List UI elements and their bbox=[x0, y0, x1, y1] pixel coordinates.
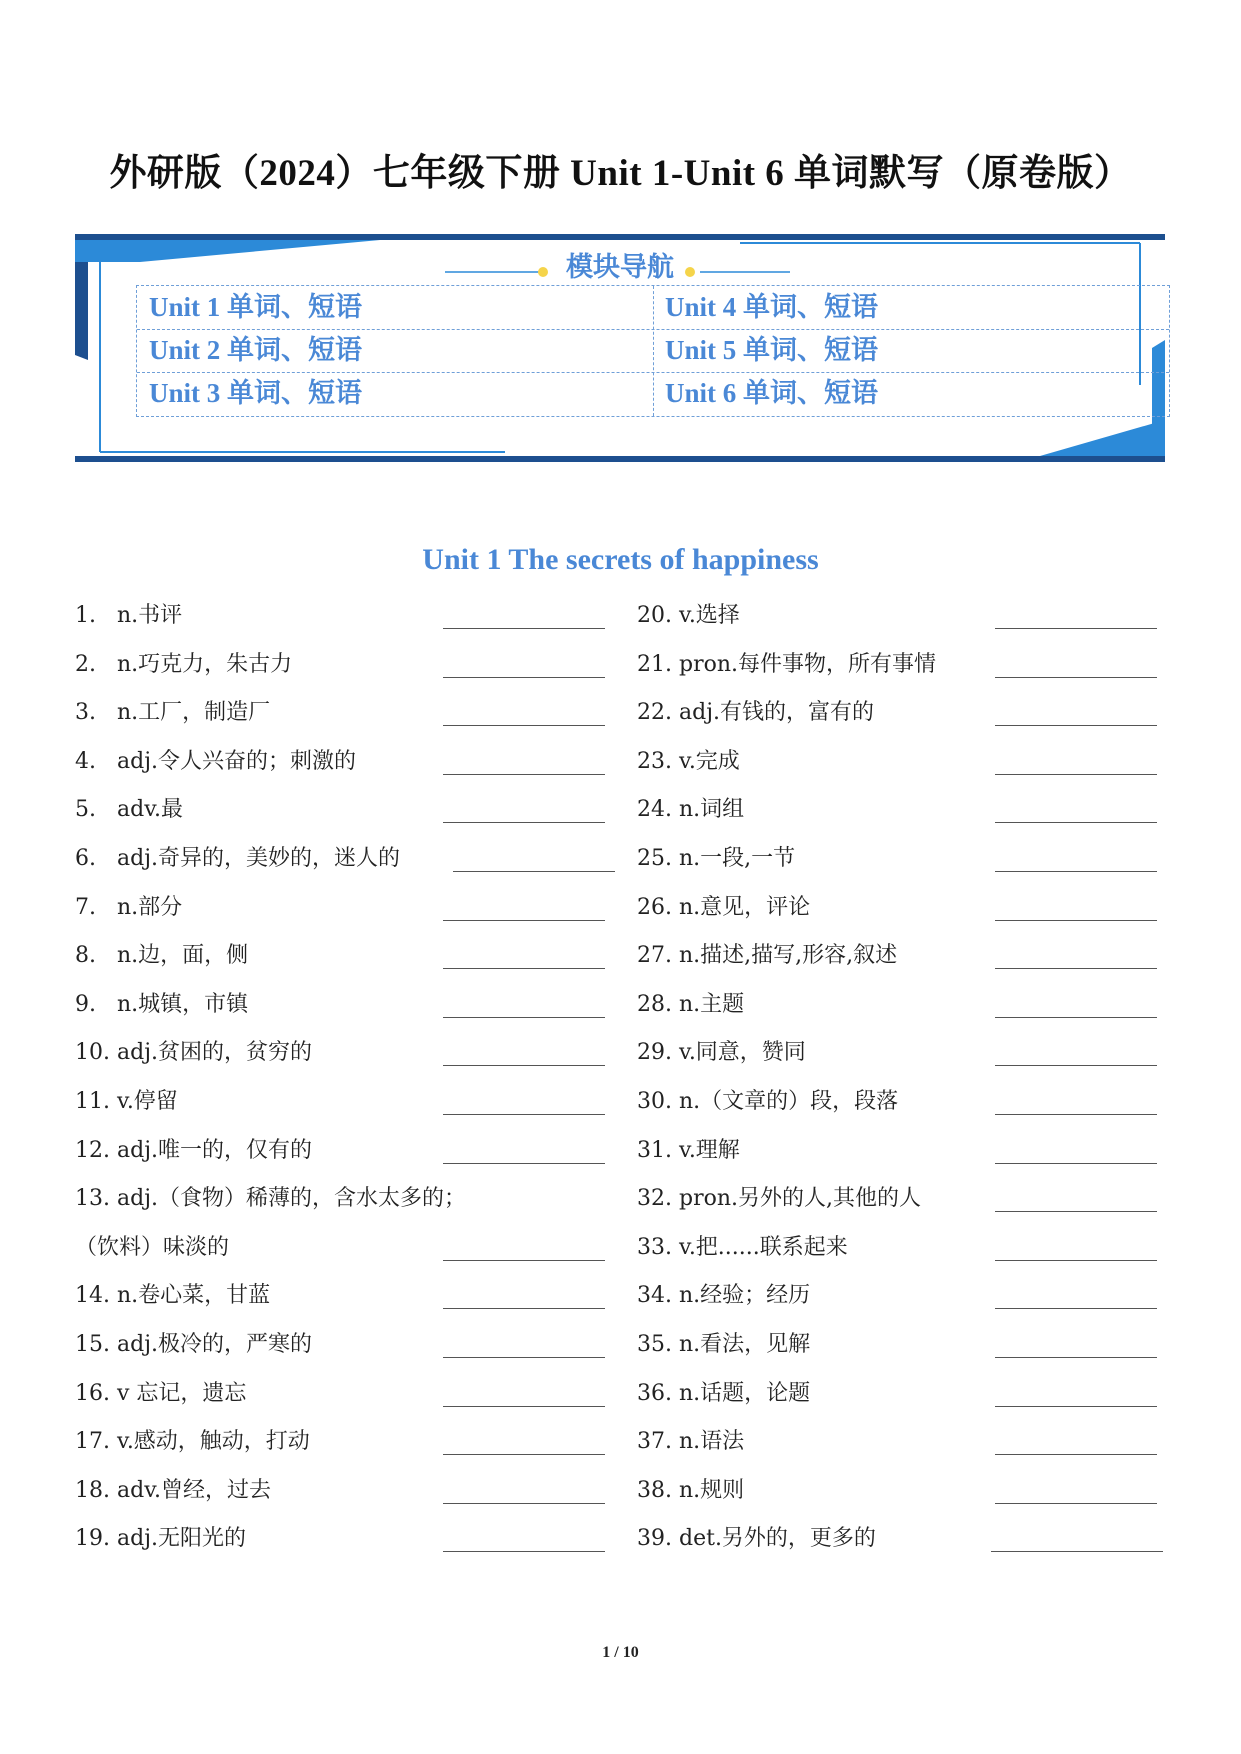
item-definition: adj.贫困的，贫穷的 bbox=[117, 1040, 313, 1066]
item-number: 1. bbox=[75, 603, 96, 628]
item-number: 29. bbox=[637, 1040, 672, 1066]
list-item bbox=[637, 1519, 1157, 1568]
list-item bbox=[75, 936, 595, 985]
item-definition: adj.令人兴奋的；刺激的 bbox=[117, 748, 357, 774]
item-definition: pron.每件事物，所有事情 bbox=[679, 651, 937, 677]
item-number: 24. bbox=[637, 797, 672, 823]
item-definition: adj.唯一的，仅有的 bbox=[117, 1137, 313, 1163]
item-number: 27. bbox=[637, 943, 672, 969]
item-number: 35. bbox=[637, 1331, 672, 1357]
item-definition: n.工厂，制造厂 bbox=[117, 700, 271, 726]
list-item bbox=[637, 1471, 1157, 1520]
item-number: 2. bbox=[75, 651, 96, 677]
item-definition: n.描述,描写,形容,叙述 bbox=[679, 943, 898, 969]
nav-link-unit-3[interactable]: Unit 3 单词、短语 bbox=[149, 378, 363, 408]
list-item bbox=[75, 1519, 595, 1568]
answer-blank[interactable] bbox=[443, 822, 605, 823]
nav-link-unit-4[interactable]: Unit 4 单词、短语 bbox=[665, 292, 879, 322]
item-number: 6. bbox=[75, 845, 96, 871]
item-number: 16. bbox=[75, 1380, 110, 1406]
item-definition: n.规则 bbox=[679, 1477, 745, 1503]
answer-blank[interactable] bbox=[443, 725, 605, 726]
item-number: 17. bbox=[75, 1429, 110, 1455]
list-item bbox=[637, 985, 1157, 1034]
item-definition: v.理解 bbox=[679, 1137, 740, 1163]
nav-link-unit-6[interactable]: Unit 6 单词、短语 bbox=[665, 378, 879, 408]
nav-grid bbox=[136, 285, 1170, 417]
item-definition-continued: （饮料）味淡的 bbox=[75, 1234, 230, 1260]
list-item bbox=[75, 839, 595, 888]
answer-blank[interactable] bbox=[443, 1260, 605, 1261]
item-number: 15. bbox=[75, 1331, 110, 1357]
list-item bbox=[75, 596, 595, 645]
list-item bbox=[637, 1131, 1157, 1180]
answer-blank[interactable] bbox=[453, 871, 615, 872]
item-definition: v.同意，赞同 bbox=[679, 1040, 806, 1066]
document-title: 外研版（2024）七年级下册 Unit 1-Unit 6 单词默写（原卷版） bbox=[109, 153, 1132, 194]
answer-blank[interactable] bbox=[995, 774, 1157, 775]
item-number: 13. bbox=[75, 1186, 110, 1212]
list-item bbox=[637, 1422, 1157, 1471]
item-definition: n.部分 bbox=[117, 894, 183, 920]
answer-blank[interactable] bbox=[995, 677, 1157, 678]
list-item bbox=[637, 596, 1157, 645]
item-number: 39. bbox=[637, 1526, 672, 1552]
item-number: 19. bbox=[75, 1526, 110, 1552]
item-number: 26. bbox=[637, 894, 672, 920]
item-definition: n.经验；经历 bbox=[679, 1283, 811, 1309]
answer-blank[interactable] bbox=[995, 1163, 1157, 1164]
item-number: 12. bbox=[75, 1137, 110, 1163]
item-definition: n.巧克力，朱古力 bbox=[117, 651, 293, 677]
list-item bbox=[75, 985, 595, 1034]
item-number: 7. bbox=[75, 894, 96, 920]
item-number: 22. bbox=[637, 700, 672, 726]
item-definition: n.卷心菜，甘蓝 bbox=[117, 1283, 271, 1309]
answer-blank[interactable] bbox=[995, 1308, 1157, 1309]
item-definition: v.把......联系起来 bbox=[679, 1234, 848, 1260]
list-item bbox=[637, 645, 1157, 694]
answer-blank[interactable] bbox=[443, 1017, 605, 1018]
item-number: 10. bbox=[75, 1040, 110, 1066]
answer-blank[interactable] bbox=[995, 968, 1157, 969]
answer-blank[interactable] bbox=[443, 1357, 605, 1358]
answer-blank[interactable] bbox=[995, 1406, 1157, 1407]
item-definition: adj.无阳光的 bbox=[117, 1526, 247, 1552]
page-number: 1 / 10 bbox=[602, 1644, 639, 1661]
list-item bbox=[75, 1422, 595, 1471]
list-item bbox=[637, 1033, 1157, 1082]
nav-link-unit-1[interactable]: Unit 1 单词、短语 bbox=[149, 292, 363, 322]
answer-blank[interactable] bbox=[995, 1065, 1157, 1066]
answer-blank[interactable] bbox=[443, 920, 605, 921]
answer-blank[interactable] bbox=[995, 822, 1157, 823]
item-number: 14. bbox=[75, 1283, 110, 1309]
answer-blank[interactable] bbox=[995, 628, 1157, 629]
answer-blank[interactable] bbox=[443, 1163, 605, 1164]
item-definition: n.一段,一节 bbox=[679, 845, 796, 871]
answer-blank[interactable] bbox=[995, 725, 1157, 726]
nav-heading: 模块导航 bbox=[566, 252, 674, 283]
list-item bbox=[637, 1374, 1157, 1423]
item-definition: adv.曾经，过去 bbox=[117, 1477, 272, 1503]
list-item bbox=[637, 693, 1157, 742]
item-definition: v 忘记，遗忘 bbox=[117, 1380, 247, 1406]
list-item bbox=[637, 1228, 1157, 1277]
item-number: 31. bbox=[637, 1137, 672, 1163]
item-number: 9. bbox=[75, 991, 96, 1017]
item-definition: adj.（食物）稀薄的，含水太多的； bbox=[117, 1186, 467, 1212]
item-definition: n.主题 bbox=[679, 991, 745, 1017]
list-item bbox=[637, 1276, 1157, 1325]
item-number: 37. bbox=[637, 1429, 672, 1455]
module-navigation bbox=[0, 0, 1241, 480]
answer-blank[interactable] bbox=[443, 968, 605, 969]
list-item bbox=[637, 742, 1157, 791]
answer-blank[interactable] bbox=[995, 920, 1157, 921]
list-item bbox=[75, 1374, 595, 1423]
item-definition: v.选择 bbox=[679, 603, 740, 628]
item-number: 4. bbox=[75, 748, 96, 774]
answer-blank[interactable] bbox=[443, 774, 605, 775]
item-definition: v.感动，触动，打动 bbox=[117, 1429, 310, 1455]
answer-blank[interactable] bbox=[995, 1211, 1157, 1212]
item-definition: pron.另外的人,其他的人 bbox=[679, 1186, 922, 1212]
item-definition: adj.极冷的，严寒的 bbox=[117, 1331, 313, 1357]
answer-blank[interactable] bbox=[443, 1308, 605, 1309]
item-number: 18. bbox=[75, 1477, 110, 1503]
item-definition: n.话题，论题 bbox=[679, 1380, 811, 1406]
item-definition: n.城镇，市镇 bbox=[117, 991, 249, 1017]
item-number: 34. bbox=[637, 1283, 672, 1309]
answer-blank[interactable] bbox=[995, 1260, 1157, 1261]
item-definition: n.意见，评论 bbox=[679, 894, 811, 920]
item-number: 11. bbox=[75, 1088, 110, 1114]
list-item bbox=[637, 936, 1157, 985]
list-item bbox=[75, 888, 595, 937]
list-item bbox=[75, 790, 595, 839]
list-item bbox=[75, 1179, 595, 1228]
list-item bbox=[75, 645, 595, 694]
item-definition: v.完成 bbox=[679, 748, 740, 774]
list-item bbox=[75, 1276, 595, 1325]
item-definition: adj.有钱的，富有的 bbox=[679, 700, 875, 726]
item-definition: det.另外的，更多的 bbox=[679, 1526, 876, 1552]
item-number: 5. bbox=[75, 797, 96, 823]
list-item bbox=[75, 742, 595, 791]
item-definition: n.词组 bbox=[679, 797, 745, 823]
item-definition: v.停留 bbox=[117, 1088, 178, 1114]
item-number: 3. bbox=[75, 700, 96, 726]
unit-heading: Unit 1 The secrets of happiness bbox=[422, 543, 819, 576]
answer-blank[interactable] bbox=[443, 1551, 605, 1552]
list-item bbox=[637, 1082, 1157, 1131]
item-definition: adv.最 bbox=[117, 797, 184, 823]
list-item bbox=[75, 1228, 595, 1277]
answer-blank[interactable] bbox=[443, 677, 605, 678]
item-number: 33. bbox=[637, 1234, 672, 1260]
word-list-right bbox=[637, 596, 1157, 1568]
answer-blank[interactable] bbox=[995, 1017, 1157, 1018]
item-definition: n.语法 bbox=[679, 1429, 745, 1455]
list-item bbox=[637, 1325, 1157, 1374]
list-item bbox=[637, 1179, 1157, 1228]
item-number: 25. bbox=[637, 845, 672, 871]
answer-blank[interactable] bbox=[443, 1454, 605, 1455]
answer-blank[interactable] bbox=[443, 1406, 605, 1407]
list-item bbox=[75, 1082, 595, 1131]
item-number: 23. bbox=[637, 748, 672, 774]
list-item bbox=[637, 888, 1157, 937]
answer-blank[interactable] bbox=[995, 1114, 1157, 1115]
list-item bbox=[75, 1471, 595, 1520]
item-number: 38. bbox=[637, 1477, 672, 1503]
answer-blank[interactable] bbox=[991, 1551, 1163, 1552]
word-list-left bbox=[75, 596, 595, 1568]
answer-blank[interactable] bbox=[995, 1503, 1157, 1504]
item-number: 28. bbox=[637, 991, 672, 1017]
answer-blank[interactable] bbox=[443, 1503, 605, 1504]
item-number: 20. bbox=[637, 603, 672, 628]
item-number: 30. bbox=[637, 1088, 672, 1114]
item-definition: n.（文章的）段，段落 bbox=[679, 1088, 899, 1114]
item-number: 21. bbox=[637, 651, 672, 677]
answer-blank[interactable] bbox=[443, 628, 605, 629]
item-number: 8. bbox=[75, 943, 96, 969]
item-number: 32. bbox=[637, 1186, 672, 1212]
list-item bbox=[75, 1131, 595, 1180]
item-number: 36. bbox=[637, 1380, 672, 1406]
answer-blank[interactable] bbox=[443, 1114, 605, 1115]
item-definition: n.边，面，侧 bbox=[117, 943, 249, 969]
list-item bbox=[75, 1033, 595, 1082]
item-definition: n.看法，见解 bbox=[679, 1331, 811, 1357]
nav-link-unit-2[interactable]: Unit 2 单词、短语 bbox=[149, 335, 363, 365]
item-definition: adj.奇异的，美妙的，迷人的 bbox=[117, 845, 401, 871]
answer-blank[interactable] bbox=[995, 871, 1157, 872]
answer-blank[interactable] bbox=[995, 1357, 1157, 1358]
nav-link-unit-5[interactable]: Unit 5 单词、短语 bbox=[665, 335, 879, 365]
list-item bbox=[637, 839, 1157, 888]
list-item bbox=[637, 790, 1157, 839]
list-item bbox=[75, 693, 595, 742]
answer-blank[interactable] bbox=[443, 1065, 605, 1066]
item-definition: n.书评 bbox=[117, 603, 183, 628]
list-item bbox=[75, 1325, 595, 1374]
answer-blank[interactable] bbox=[995, 1454, 1157, 1455]
